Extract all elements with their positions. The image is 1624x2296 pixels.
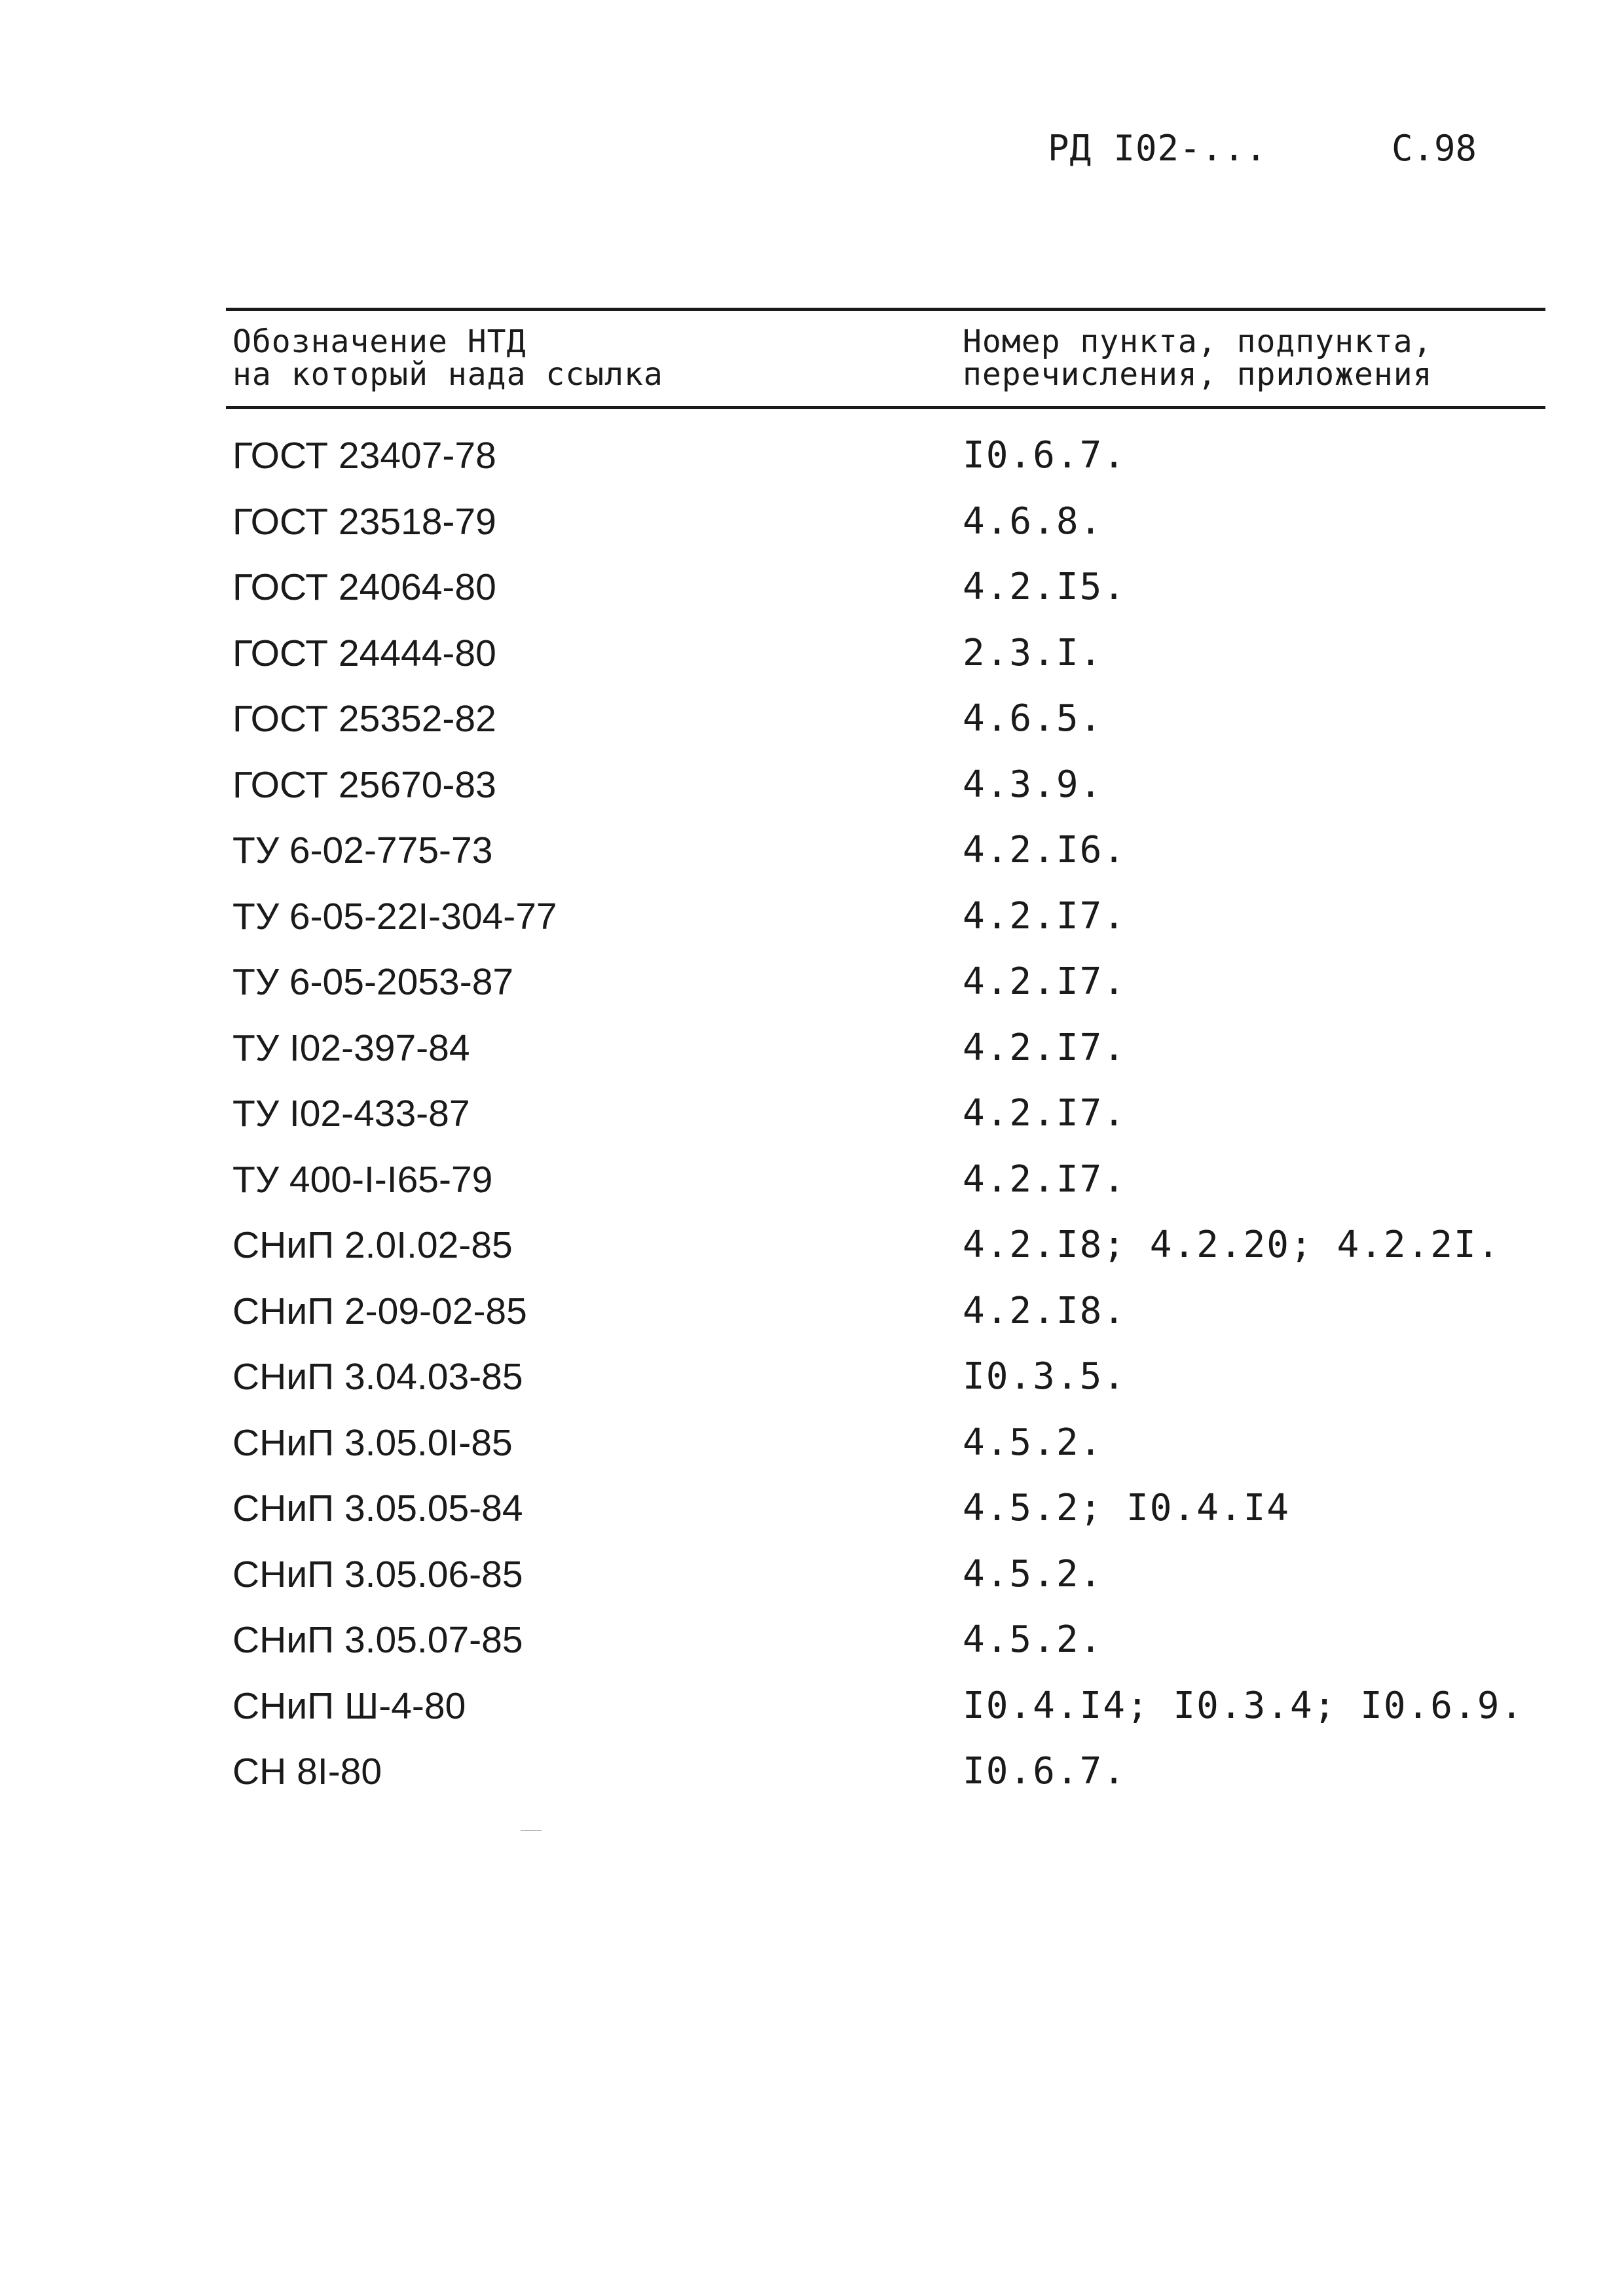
document-designation-cell: СНиП 3.05.0I-85 (232, 1421, 513, 1464)
table-row (226, 488, 1545, 555)
clause-number-cell: 4.6.8. (963, 500, 1103, 543)
clause-number-cell: I0.4.I4; I0.3.4; I0.6.9. (963, 1684, 1524, 1727)
document-designation-cell: ТУ 6-02-775-73 (232, 829, 493, 871)
clause-number-cell: 4.2.I7. (963, 960, 1127, 1003)
table-row (226, 685, 1545, 752)
table-row (226, 1278, 1545, 1344)
table-body (226, 409, 1545, 1804)
table-row (226, 1607, 1545, 1673)
clause-number-cell: 4.2.I8. (963, 1289, 1127, 1332)
document-designation-cell: СНиП 2-09-02-85 (232, 1290, 527, 1332)
clause-number-cell: 4.5.2; I0.4.I4 (963, 1487, 1291, 1529)
document-designation-cell: СНиП 2.0I.02-85 (232, 1224, 513, 1266)
clause-number-cell: 4.2.I8; 4.2.20; 4.2.2I. (963, 1224, 1501, 1266)
document-designation-cell: ТУ I02-397-84 (232, 1027, 470, 1069)
clause-number-cell: 4.5.2. (963, 1421, 1103, 1464)
clause-number-cell: 4.2.I7. (963, 1157, 1127, 1201)
table-row (226, 1475, 1545, 1541)
table-row (226, 1738, 1545, 1804)
document-designation-cell: СНиП 3.05.05-84 (232, 1487, 523, 1529)
references-table (226, 308, 1545, 1804)
document-designation-cell: ГОСТ 23407-78 (232, 435, 496, 477)
table-row (226, 1343, 1545, 1410)
table-row (226, 1212, 1545, 1278)
clause-number-cell: 4.5.2. (963, 1618, 1103, 1661)
table-row (226, 1541, 1545, 1607)
page-number: С.98 (1392, 128, 1477, 169)
document-designation-cell: ГОСТ 23518-79 (232, 500, 496, 543)
clause-number-cell: I0.3.5. (963, 1355, 1127, 1398)
table-row (226, 422, 1545, 488)
document-designation-cell: СНиП Ш-4-80 (232, 1685, 466, 1727)
clause-number-cell: 4.2.I5. (963, 566, 1127, 608)
end-mark (521, 1830, 542, 1831)
column-header-document: Обозначение НТД на который нада ссылка (232, 323, 663, 393)
clause-number-cell: 4.2.I6. (963, 829, 1127, 871)
document-code: РД I02-... (1048, 128, 1268, 169)
table-row (226, 1673, 1545, 1739)
page-header (1048, 128, 1506, 180)
column-header-clause: Номер пункта, подпункта, перечисления, приложения (963, 323, 1433, 393)
table-row (226, 1410, 1545, 1476)
document-designation-cell: СНиП 3.04.03-85 (232, 1356, 523, 1398)
document-designation-cell: ГОСТ 24064-80 (232, 566, 496, 608)
clause-number-cell: 4.3.9. (963, 763, 1103, 806)
clause-number-cell: 4.2.I7. (963, 1092, 1127, 1135)
document-designation-cell: ТУ 400-I-I65-79 (232, 1158, 493, 1201)
table-row (226, 752, 1545, 818)
table-row (226, 883, 1545, 949)
clause-number-cell: 4.2.I7. (963, 894, 1127, 938)
clause-number-cell: 2.3.I. (963, 631, 1103, 674)
document-designation-cell: СН 8I-80 (232, 1751, 382, 1793)
table-header (226, 311, 1545, 406)
clause-number-cell: I0.6.7. (963, 434, 1127, 477)
table-row (226, 554, 1545, 620)
table-row (226, 1080, 1545, 1146)
clause-number-cell: 4.6.5. (963, 697, 1103, 740)
document-designation-cell: ТУ 6-05-22I-304-77 (232, 895, 557, 938)
document-designation-cell: ТУ 6-05-2053-87 (232, 961, 514, 1003)
clause-number-cell: 4.5.2. (963, 1552, 1103, 1595)
table-row (226, 1146, 1545, 1212)
document-designation-cell: ГОСТ 24444-80 (232, 632, 496, 674)
document-designation-cell: ГОСТ 25670-83 (232, 763, 496, 806)
document-designation-cell: ГОСТ 25352-82 (232, 698, 496, 740)
table-row (226, 817, 1545, 883)
document-designation-cell: ТУ I02-433-87 (232, 1093, 470, 1135)
clause-number-cell: I0.6.7. (963, 1750, 1127, 1793)
table-row (226, 620, 1545, 686)
document-designation-cell: СНиП 3.05.07-85 (232, 1619, 523, 1661)
clause-number-cell: 4.2.I7. (963, 1026, 1127, 1069)
table-row (226, 949, 1545, 1015)
table-row (226, 1015, 1545, 1081)
document-designation-cell: СНиП 3.05.06-85 (232, 1553, 523, 1595)
